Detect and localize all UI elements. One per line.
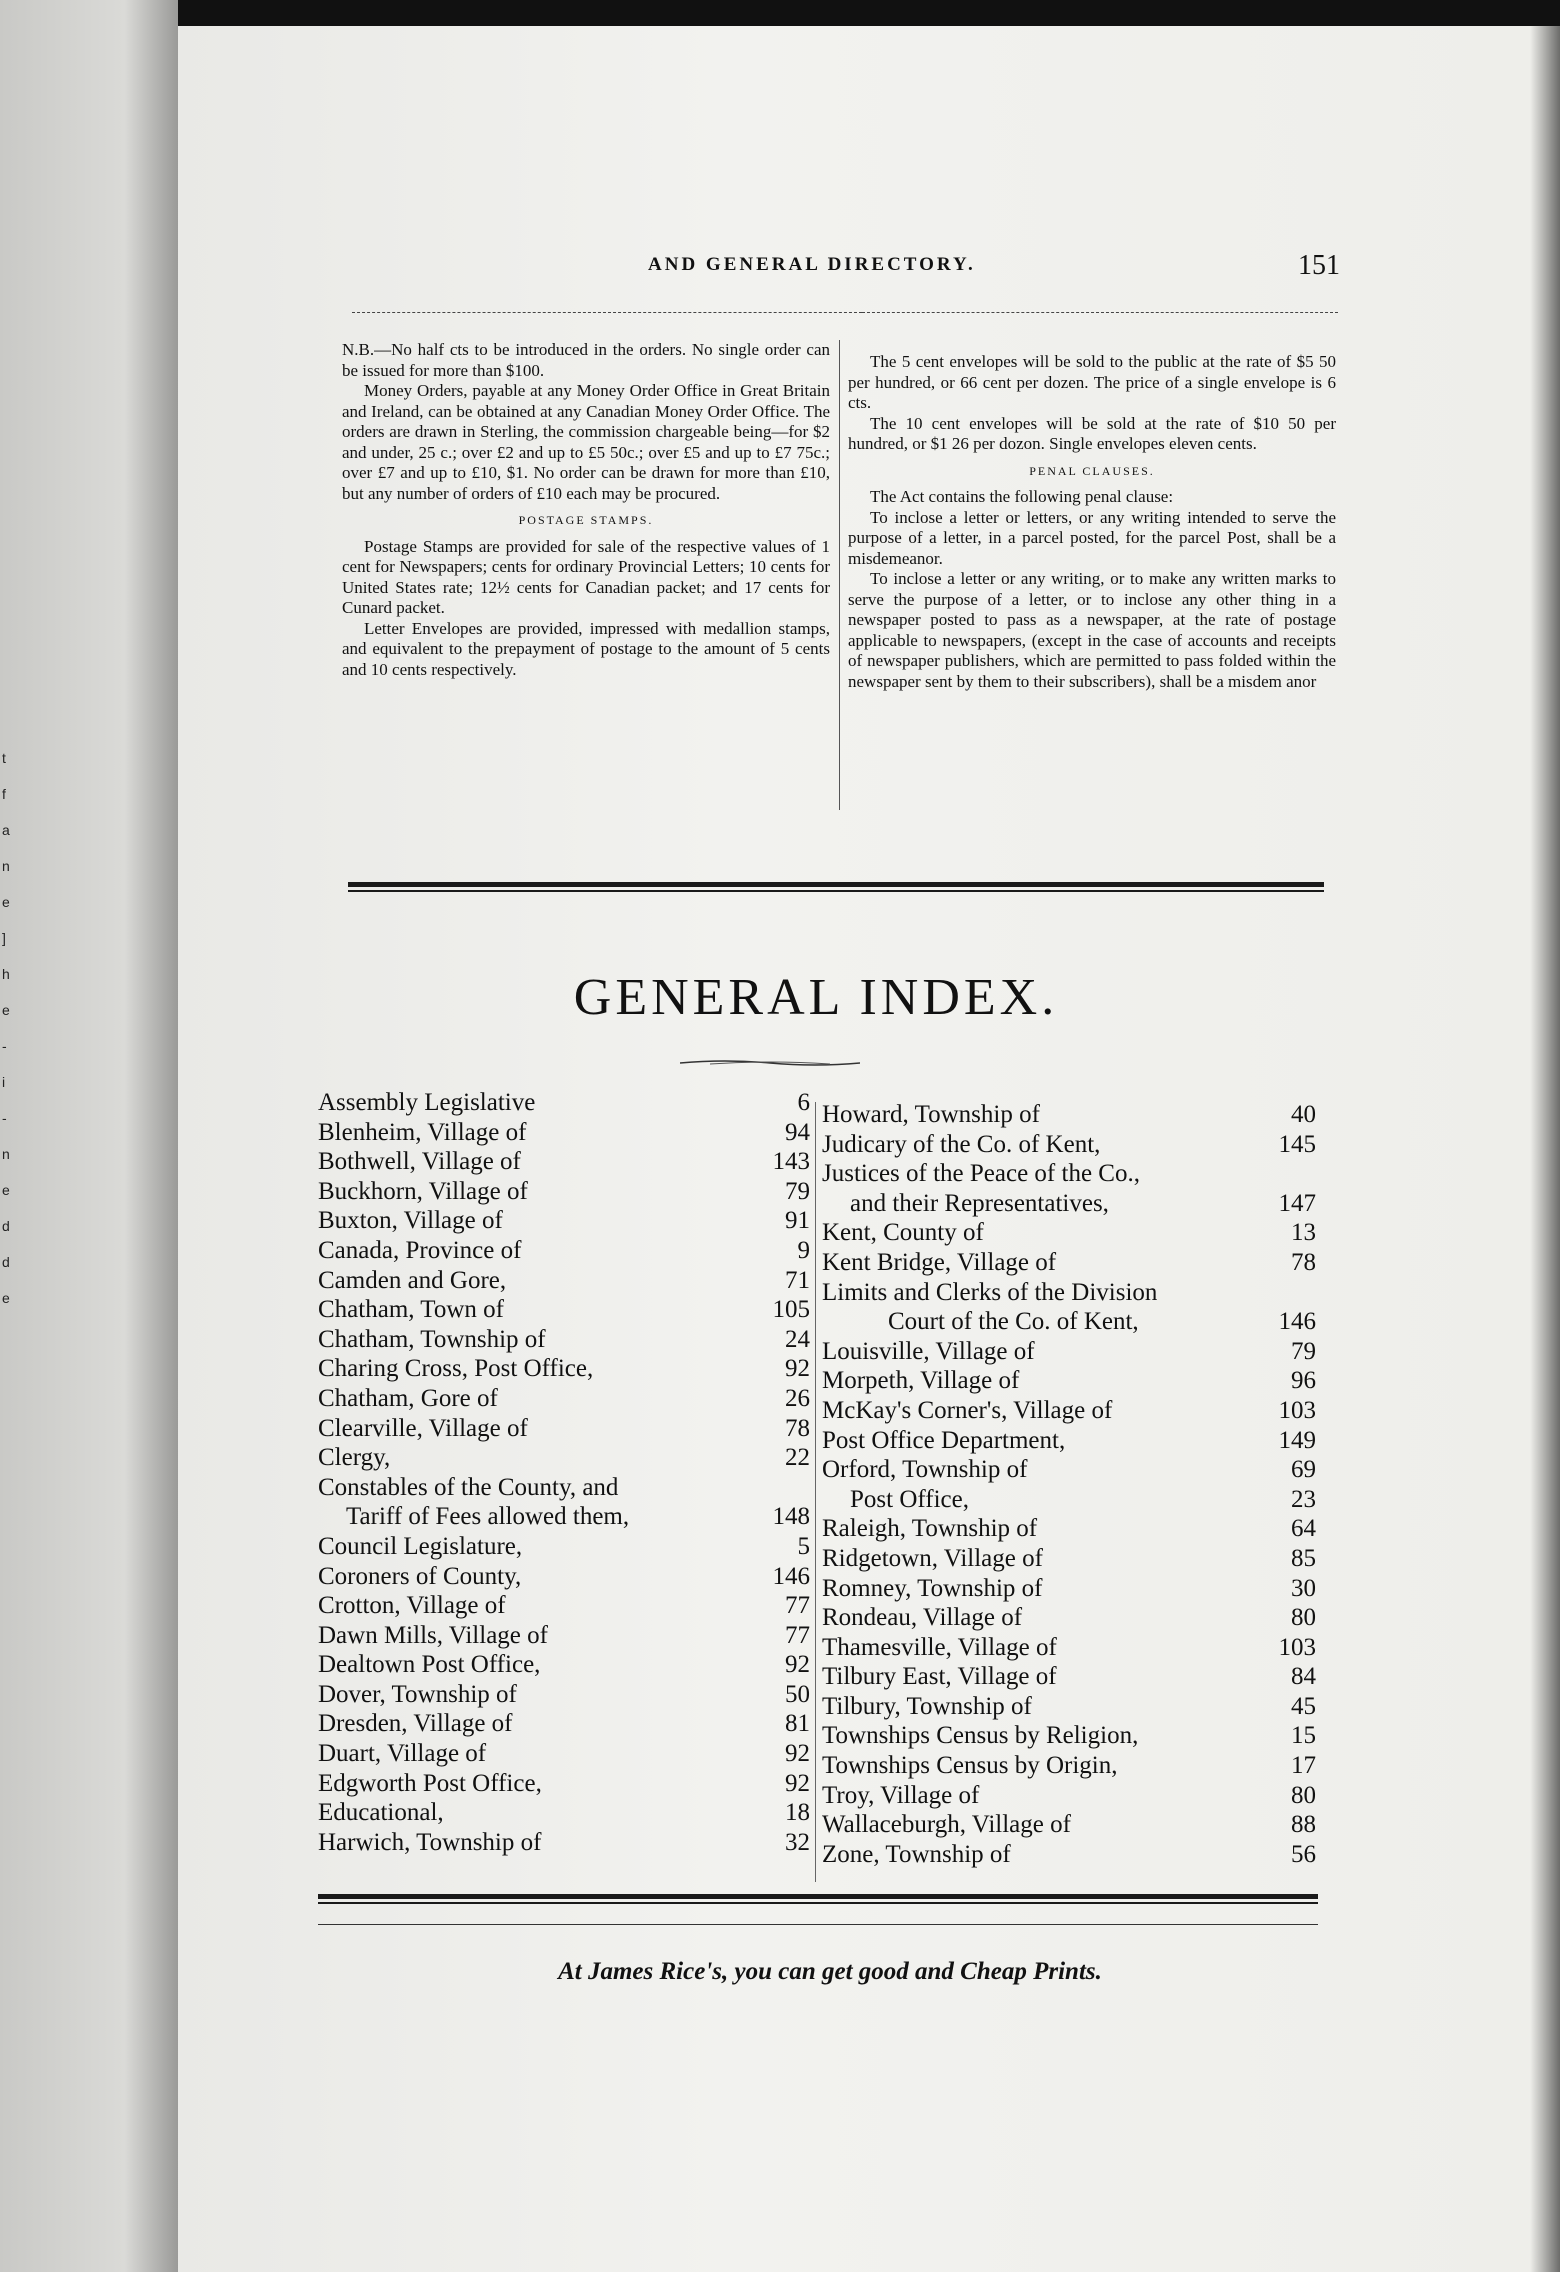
title-ornament	[680, 1058, 860, 1068]
index-entry-page: 22	[785, 1444, 810, 1472]
index-entry-page: 69	[1291, 1456, 1316, 1484]
margin-mark: t	[2, 750, 6, 766]
adjacent-page-edge	[0, 0, 178, 2272]
index-entry	[318, 1236, 810, 1266]
index-entry-name: Chatham, Town of	[318, 1296, 504, 1324]
index-entry	[318, 1680, 810, 1710]
index-entry-page: 6	[797, 1089, 810, 1116]
money-order-note: N.B.—No half cts to be introduced in the orders. No single order can be issued for more than $100.	[342, 340, 830, 380]
index-entry	[318, 1650, 810, 1680]
index-entry	[318, 1147, 810, 1177]
section-double-rule	[348, 882, 1324, 894]
index-entry	[318, 1206, 810, 1236]
index-entry-page: 84	[1291, 1663, 1316, 1691]
index-entry	[318, 1177, 810, 1207]
margin-mark: i	[2, 1074, 6, 1090]
index-entry-name: Thamesville, Village of	[822, 1633, 1057, 1661]
index-entry	[318, 1295, 810, 1325]
index-entry-name: Howard, Township of	[822, 1101, 1040, 1128]
index-entry-name: Chatham, Gore of	[318, 1384, 498, 1412]
index-entry	[822, 1544, 1316, 1574]
index-entry	[822, 1721, 1316, 1751]
adjacent-page-marks	[2, 740, 22, 1316]
page-number: 151	[1298, 250, 1340, 281]
index-entry-name: Dresden, Village of	[318, 1710, 513, 1738]
index-entry-page: 103	[1278, 1396, 1316, 1424]
margin-mark: e	[2, 894, 10, 910]
index-entry	[318, 1414, 810, 1444]
margin-mark: e	[2, 1002, 10, 1018]
index-entry-name: Tariff of Fees allowed them,	[346, 1503, 630, 1531]
margin-mark: f	[2, 786, 6, 802]
index-entry-page: 23	[1291, 1485, 1316, 1513]
index-right-column	[822, 1100, 1316, 1869]
margin-mark: d	[2, 1254, 10, 1270]
index-entry	[822, 1455, 1316, 1485]
index-entry	[822, 1840, 1316, 1870]
index-entry-page: 26	[785, 1384, 810, 1412]
index-entry	[822, 1781, 1316, 1811]
margin-mark: a	[2, 822, 10, 838]
index-entry-name: Assembly Legislative	[318, 1089, 536, 1116]
index-entry-page: 77	[785, 1592, 810, 1620]
index-entry-name: Rondeau, Village of	[822, 1604, 1023, 1632]
index-entry	[822, 1485, 1316, 1515]
index-entry	[318, 1473, 810, 1503]
index-entry-page: 80	[1291, 1604, 1316, 1632]
index-entry	[822, 1662, 1316, 1692]
margin-mark: ]	[2, 930, 6, 946]
index-entry-page: 56	[1291, 1840, 1316, 1868]
index-entry-name: Limits and Clerks of the Division	[822, 1278, 1158, 1306]
index-entry-page: 149	[1278, 1426, 1316, 1454]
index-entry-page: 92	[785, 1355, 810, 1383]
index-entry	[318, 1828, 810, 1858]
index-entry-page: 79	[785, 1177, 810, 1205]
letter-envelopes-paragraph: Letter Envelopes are provided, impressed with medallion stamps, and equivalent to the prepayment of postage to the amount of 5 cents and 10 cents respectively.	[342, 618, 830, 679]
index-entry-page: 79	[1291, 1337, 1316, 1365]
index-entry-name: Ridgetown, Village of	[822, 1544, 1043, 1572]
index-entry	[822, 1189, 1316, 1219]
left-text-column	[342, 340, 830, 680]
index-entry	[318, 1769, 810, 1799]
index-entry-page: 64	[1291, 1515, 1316, 1543]
index-entry-page: 32	[785, 1828, 810, 1856]
index-entry-name: Tilbury East, Village of	[822, 1663, 1057, 1691]
five-cent-envelopes-paragraph: The 5 cent envelopes will be sold to the public at the rate of $5 50 per hundred, or 66 cent per dozen. The price of a single envelope is 6 cts.	[848, 352, 1336, 412]
index-entry-page: 146	[1278, 1308, 1316, 1336]
index-entry	[822, 1396, 1316, 1426]
index-entry-name: Constables of the County, and	[318, 1473, 619, 1501]
penal-clause-newspapers: To inclose a letter or any writing, or to make any written marks to serve the purpose of a letter, or to inclose any other thing in a newspaper posted to pass as a newspaper, at the rate of postage applicable to newspapers, (except in the case of accounts and receipts of newspaper publishers, which are permitted to pass folded within the newspaper sent by them to their subscribers), shall be a misdem anor	[848, 569, 1336, 691]
footer-rule	[318, 1924, 1318, 1925]
index-entry-name: Court of the Co. of Kent,	[888, 1308, 1139, 1336]
index-entry	[822, 1337, 1316, 1367]
index-entry-page: 145	[1278, 1130, 1316, 1158]
index-entry-page: 13	[1291, 1219, 1316, 1247]
running-title: AND GENERAL DIRECTORY.	[648, 254, 976, 275]
index-entry-page: 80	[1291, 1781, 1316, 1809]
index-entry	[318, 1443, 810, 1473]
index-entry	[822, 1130, 1316, 1160]
index-entry	[318, 1118, 810, 1148]
index-entry-name: Clergy,	[318, 1444, 391, 1472]
index-entry-name: Justices of the Peace of the Co.,	[822, 1160, 1140, 1188]
margin-mark: n	[2, 1146, 10, 1162]
index-entry-name: Kent Bridge, Village of	[822, 1248, 1057, 1276]
index-entry-page: 71	[785, 1266, 810, 1294]
scan-top-border	[178, 0, 1560, 26]
index-entry-page: 15	[1291, 1722, 1316, 1750]
header-rule-right	[862, 312, 1338, 313]
index-entry	[822, 1810, 1316, 1840]
index-entry-name: Buxton, Village of	[318, 1207, 503, 1235]
margin-mark: -	[2, 1038, 7, 1054]
index-entry-name: Morpeth, Village of	[822, 1367, 1020, 1395]
index-entry-page: 18	[785, 1799, 810, 1827]
index-entry	[822, 1278, 1316, 1308]
index-entry	[318, 1562, 810, 1592]
index-entry-page: 30	[1291, 1574, 1316, 1602]
penal-clauses-heading: PENAL CLAUSES.	[1029, 463, 1155, 478]
margin-mark: -	[2, 1110, 7, 1126]
column-divider	[839, 340, 840, 810]
money-order-paragraph: Money Orders, payable at any Money Order Office in Great Britain and Ireland, can be obtained at any Canadian Money Order Office. The orders are drawn in Sterling, the commission chargeable being—for $2 and under, 25 c.; over £2 and up to £5 50c.; over £5 and up to £7 75c.; over £7 and up to £10, $1. No order can be drawn for more than £10, but any number of orders of £10 each may be procured.	[342, 381, 830, 503]
postage-stamps-paragraph: Postage Stamps are provided for sale of the respective values of 1 cent for Newspapers; cents for ordinary Provincial Letters; 10 cents for United States rate; 12½ cents for Canadian packet; and 17 cents for Cunard packet.	[342, 536, 830, 617]
index-entry	[318, 1354, 810, 1384]
index-entry-name: Townships Census by Origin,	[822, 1752, 1118, 1780]
index-entry-name: Judicary of the Co. of Kent,	[822, 1130, 1101, 1158]
index-entry-name: and their Representatives,	[850, 1189, 1109, 1217]
index-entry-name: Bothwell, Village of	[318, 1148, 521, 1176]
index-entry-name: Council Legislature,	[318, 1532, 523, 1560]
index-bottom-rule	[318, 1894, 1318, 1906]
index-entry-name: Romney, Township of	[822, 1574, 1043, 1602]
index-entry-name: Harwich, Township of	[318, 1828, 542, 1856]
index-entry-page: 92	[785, 1769, 810, 1797]
index-entry-name: McKay's Corner's, Village of	[822, 1396, 1113, 1424]
index-entry-name: Dealtown Post Office,	[318, 1651, 541, 1679]
index-entry-page: 147	[1278, 1189, 1316, 1217]
index-entry-name: Coroners of County,	[318, 1562, 522, 1590]
penal-clause-letters: To inclose a letter or letters, or any writing intended to serve the purpose of a letter, in a parcel posted, for the parcel Post, shall be a misdemeanor.	[848, 507, 1336, 568]
index-entry-name: Dover, Township of	[318, 1680, 517, 1708]
index-entry	[822, 1426, 1316, 1456]
index-entry-name: Clearville, Village of	[318, 1414, 528, 1442]
index-entry-name: Educational,	[318, 1799, 444, 1827]
index-entry-name: Edgworth Post Office,	[318, 1769, 542, 1797]
index-entry-name: Wallaceburgh, Village of	[822, 1811, 1071, 1839]
index-column-divider	[815, 1102, 816, 1882]
right-text-column	[848, 352, 1336, 692]
index-entry-name: Buckhorn, Village of	[318, 1177, 528, 1205]
index-entry	[318, 1325, 810, 1355]
index-entry-name: Camden and Gore,	[318, 1266, 507, 1294]
index-entry	[318, 1532, 810, 1562]
index-entry	[822, 1514, 1316, 1544]
margin-mark: e	[2, 1182, 10, 1198]
postage-stamps-heading: POSTAGE STAMPS.	[518, 513, 654, 527]
index-entry-name: Charing Cross, Post Office,	[318, 1355, 594, 1383]
index-entry	[822, 1366, 1316, 1396]
index-entry-page: 94	[785, 1118, 810, 1146]
index-entry	[822, 1603, 1316, 1633]
index-entry-page: 146	[772, 1562, 810, 1590]
margin-mark: e	[2, 1290, 10, 1306]
index-entry-name: Tilbury, Township of	[822, 1692, 1032, 1720]
index-entry-page: 78	[1291, 1248, 1316, 1276]
index-entry	[822, 1574, 1316, 1604]
index-entry-name: Townships Census by Religion,	[822, 1722, 1139, 1750]
index-entry-page: 45	[1291, 1692, 1316, 1720]
page-shadow	[1530, 26, 1560, 2272]
index-entry	[318, 1798, 810, 1828]
index-entry-page: 9	[797, 1236, 810, 1264]
margin-mark: n	[2, 858, 10, 874]
index-entry-page: 17	[1291, 1752, 1316, 1780]
index-entry-page: 81	[785, 1710, 810, 1738]
index-entry-name: Zone, Township of	[822, 1840, 1011, 1868]
index-entry-name: Post Office,	[850, 1485, 969, 1513]
index-entry	[318, 1709, 810, 1739]
index-entry-page: 103	[1278, 1633, 1316, 1661]
index-entry-name: Louisville, Village of	[822, 1337, 1035, 1365]
index-entry-name: Blenheim, Village of	[318, 1118, 527, 1146]
index-entry	[822, 1218, 1316, 1248]
index-entry	[318, 1739, 810, 1769]
index-entry	[822, 1159, 1316, 1189]
index-entry	[822, 1100, 1316, 1130]
index-entry-name: Chatham, Township of	[318, 1325, 546, 1353]
index-entry-page: 78	[785, 1414, 810, 1442]
index-entry-page: 92	[785, 1740, 810, 1768]
index-entry-page: 143	[772, 1148, 810, 1176]
index-entry	[318, 1266, 810, 1296]
index-entry-name: Post Office Department,	[822, 1426, 1066, 1454]
penal-clause-intro: The Act contains the following penal clause:	[870, 487, 1174, 506]
index-title: GENERAL INDEX.	[573, 969, 1059, 1026]
index-entry	[822, 1751, 1316, 1781]
index-entry	[822, 1307, 1316, 1337]
margin-mark: d	[2, 1218, 10, 1234]
index-entry	[318, 1384, 810, 1414]
index-entry-name: Duart, Village of	[318, 1740, 487, 1768]
index-entry-page: 96	[1291, 1367, 1316, 1395]
index-entry-page: 148	[772, 1503, 810, 1531]
index-entry	[318, 1502, 810, 1532]
index-entry-name: Dawn Mills, Village of	[318, 1621, 548, 1649]
advertisement-footer: At James Rice's, you can get good and Cheap Prints.	[558, 1958, 1102, 1985]
index-entry-name: Orford, Township of	[822, 1456, 1028, 1484]
index-entry-page: 91	[785, 1207, 810, 1235]
index-entry-name: Crotton, Village of	[318, 1592, 506, 1620]
index-entry-name: Kent, County of	[822, 1219, 984, 1247]
index-entry	[318, 1621, 810, 1651]
index-entry	[822, 1633, 1316, 1663]
index-entry-name: Troy, Village of	[822, 1781, 980, 1809]
index-entry-page: 40	[1291, 1101, 1316, 1128]
index-entry	[822, 1692, 1316, 1722]
index-entry-name: Canada, Province of	[318, 1236, 522, 1264]
index-entry	[318, 1591, 810, 1621]
index-entry	[318, 1088, 810, 1118]
index-entry-name: Raleigh, Township of	[822, 1515, 1038, 1543]
index-entry-page: 88	[1291, 1811, 1316, 1839]
index-entry-page: 24	[785, 1325, 810, 1353]
index-entry-page: 77	[785, 1621, 810, 1649]
index-entry-page: 85	[1291, 1544, 1316, 1572]
index-entry	[822, 1248, 1316, 1278]
ten-cent-envelopes-paragraph: The 10 cent envelopes will be sold at the rate of $10 50 per hundred, or $1 26 per dozon. Single envelopes eleven cents.	[848, 413, 1336, 453]
index-entry-page: 105	[772, 1296, 810, 1324]
header-rule-left	[352, 312, 862, 313]
index-entry-page: 50	[785, 1680, 810, 1708]
running-header	[480, 250, 1340, 290]
index-entry-page: 92	[785, 1651, 810, 1679]
margin-mark: h	[2, 966, 10, 982]
index-entry-page: 5	[797, 1532, 810, 1560]
index-left-column	[318, 1088, 810, 1857]
